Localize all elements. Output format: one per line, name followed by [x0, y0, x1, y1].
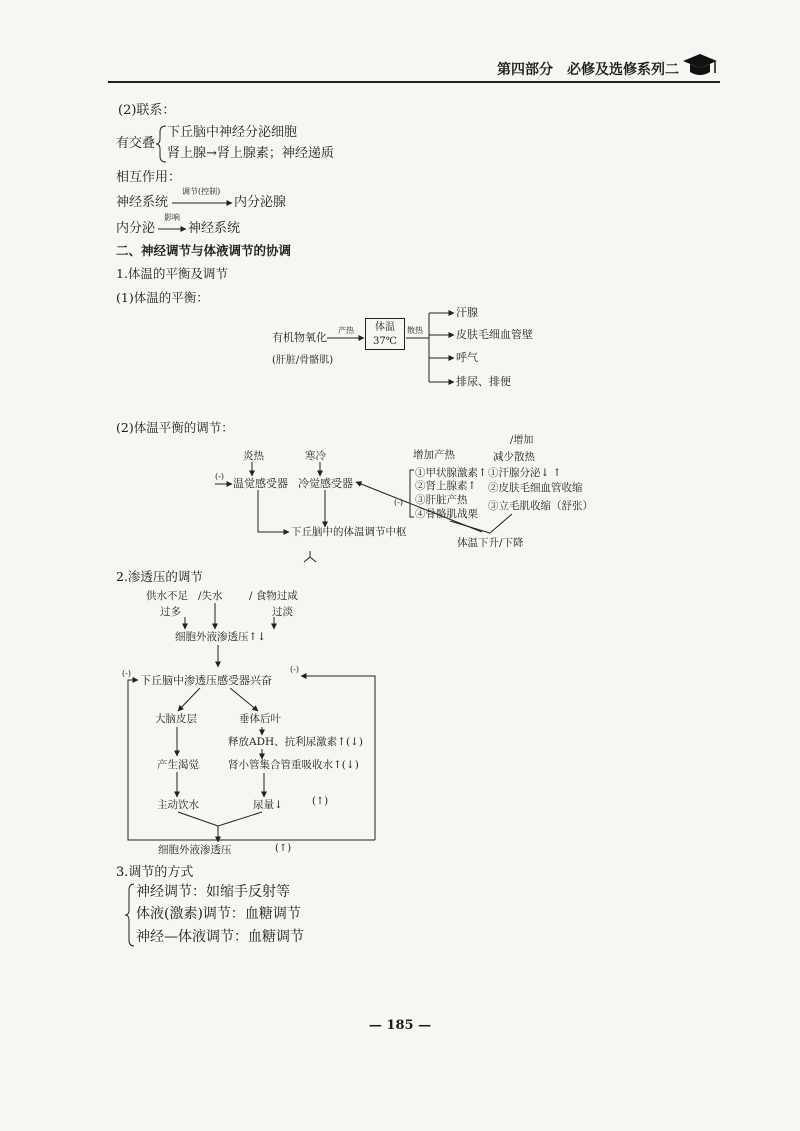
- interaction-label: 相互作用：: [116, 170, 182, 185]
- balance-heading: (1)体温的平衡：: [116, 290, 209, 305]
- modes-brace: [125, 884, 134, 946]
- water-reabsorption: 肾小管集合管重吸收水↑(↓): [228, 759, 359, 771]
- section-title: 二、神经调节与体液调节的协调: [116, 243, 292, 258]
- cause-label: 供水不足: [146, 590, 188, 602]
- link-from: 神经系统: [116, 195, 169, 210]
- increase-item: ④骨骼肌战栗: [415, 508, 478, 520]
- link-via: 调节(控制): [182, 187, 221, 196]
- dissipate-label: 散热: [407, 326, 423, 335]
- heat-output: 汗腺: [456, 306, 478, 319]
- link-from: 内分泌: [116, 221, 156, 236]
- link-via: 影响: [164, 213, 180, 222]
- cause-label: /失水: [198, 590, 223, 602]
- arrow-to-pituitary: [230, 688, 258, 711]
- overlap-label: 有交叠: [116, 136, 156, 151]
- inhibit-mark: (-): [215, 472, 224, 481]
- link-to: 神经系统: [188, 221, 241, 236]
- adh-release: 释放ADH、抗利尿激素↑(↓): [228, 736, 363, 748]
- body-temperature-box: [365, 318, 405, 350]
- modes-title: 3.调节的方式: [116, 865, 194, 880]
- urine-volume-alt: (↑): [312, 796, 329, 807]
- regulation-heading: (2)体温平衡的调节：: [116, 420, 234, 435]
- mode-item: 体液(激素)调节：血糖调节: [136, 906, 301, 922]
- subsection-title: 1.体温的平衡及调节: [116, 266, 228, 281]
- mode-item: 神经调节：如缩手反射等: [136, 884, 290, 900]
- cold-receptor: 冷觉感受器: [298, 477, 353, 490]
- increase-item: ②肾上腺素↑: [415, 480, 477, 492]
- box-title: 体温: [375, 322, 395, 333]
- reduce-item: ①汗腺分泌↓ ↑: [488, 467, 562, 479]
- converge-lines: [178, 812, 262, 826]
- line-result-left: [450, 521, 490, 533]
- overlap-item: 下丘脑中神经分泌细胞: [167, 125, 298, 140]
- cause-label: 过淡: [272, 606, 293, 618]
- inhibit-mark: (-): [290, 665, 299, 674]
- heat-source-organs: (肝脏/骨骼肌): [272, 355, 334, 366]
- link-to: 内分泌腺: [234, 195, 287, 210]
- overlap-brace: [156, 126, 166, 162]
- cause-label: 过多: [160, 606, 181, 618]
- pressure-result-alt: (↑): [275, 843, 292, 854]
- heat-output: 排尿、排便: [456, 375, 511, 388]
- heat-output: 皮肤毛细血管壁: [456, 328, 533, 341]
- arrow-to-cortex: [178, 688, 200, 711]
- stray-mark: [304, 551, 316, 562]
- osmo-receptor: 下丘脑中渗透压感受器兴奋: [140, 674, 272, 687]
- increase-item: ①甲状腺激素↑: [415, 467, 487, 479]
- feedback-loop-right: [301, 676, 375, 840]
- line-result-right: [490, 514, 512, 533]
- page-number: — 185 —: [368, 1018, 432, 1033]
- pressure-change: 细胞外液渗透压↑↓: [175, 631, 267, 643]
- reduce-item: ②皮肤毛细血管收缩: [488, 482, 583, 494]
- thirst: 产生渴觉: [157, 759, 199, 771]
- reduce-prefix: /增加: [510, 435, 534, 446]
- inhibit-mark: (-): [122, 669, 131, 678]
- posterior-pituitary: 垂体后叶: [239, 713, 281, 725]
- osmotic-title: 2.渗透压的调节: [116, 569, 203, 584]
- overlap-item: 肾上腺→肾上腺素；神经递质: [167, 146, 334, 161]
- stimulus-hot: 炎热: [243, 450, 264, 462]
- reduce-item: ③立毛肌收缩（舒张）: [488, 500, 593, 512]
- stimulus-cold: 寒冷: [305, 450, 326, 462]
- increase-heat-label: 增加产热: [413, 449, 455, 461]
- reduce-heat-label: 减少散热: [493, 451, 535, 463]
- heat-source: 有机物氧化: [272, 331, 327, 344]
- produce-label: 产热: [338, 326, 354, 335]
- inhibit-mark: (-): [394, 498, 403, 507]
- increase-bracket: [410, 470, 414, 517]
- regulation-center: 下丘脑中的体温调节中枢: [291, 526, 407, 538]
- box-value: 37℃: [373, 336, 397, 347]
- urine-volume: 尿量↓: [253, 799, 283, 811]
- header-title: 第四部分 必修及选修系列二: [497, 62, 679, 78]
- heat-output: 呼气: [456, 351, 478, 364]
- increase-item: ③肝脏产热: [415, 494, 468, 506]
- warm-receptor: 温觉感受器: [233, 477, 288, 490]
- temperature-result: 体温下升/下降: [457, 537, 524, 549]
- arrow-warm-to-center: [258, 490, 289, 532]
- pressure-result: 细胞外液渗透压: [158, 844, 232, 856]
- cause-label: / 食物过咸: [249, 590, 298, 602]
- cerebral-cortex: 大脑皮层: [155, 713, 197, 725]
- mode-item: 神经—体液调节：血糖调节: [136, 929, 304, 945]
- active-drinking: 主动饮水: [157, 799, 199, 811]
- relation-heading: (2)联系：: [118, 103, 176, 118]
